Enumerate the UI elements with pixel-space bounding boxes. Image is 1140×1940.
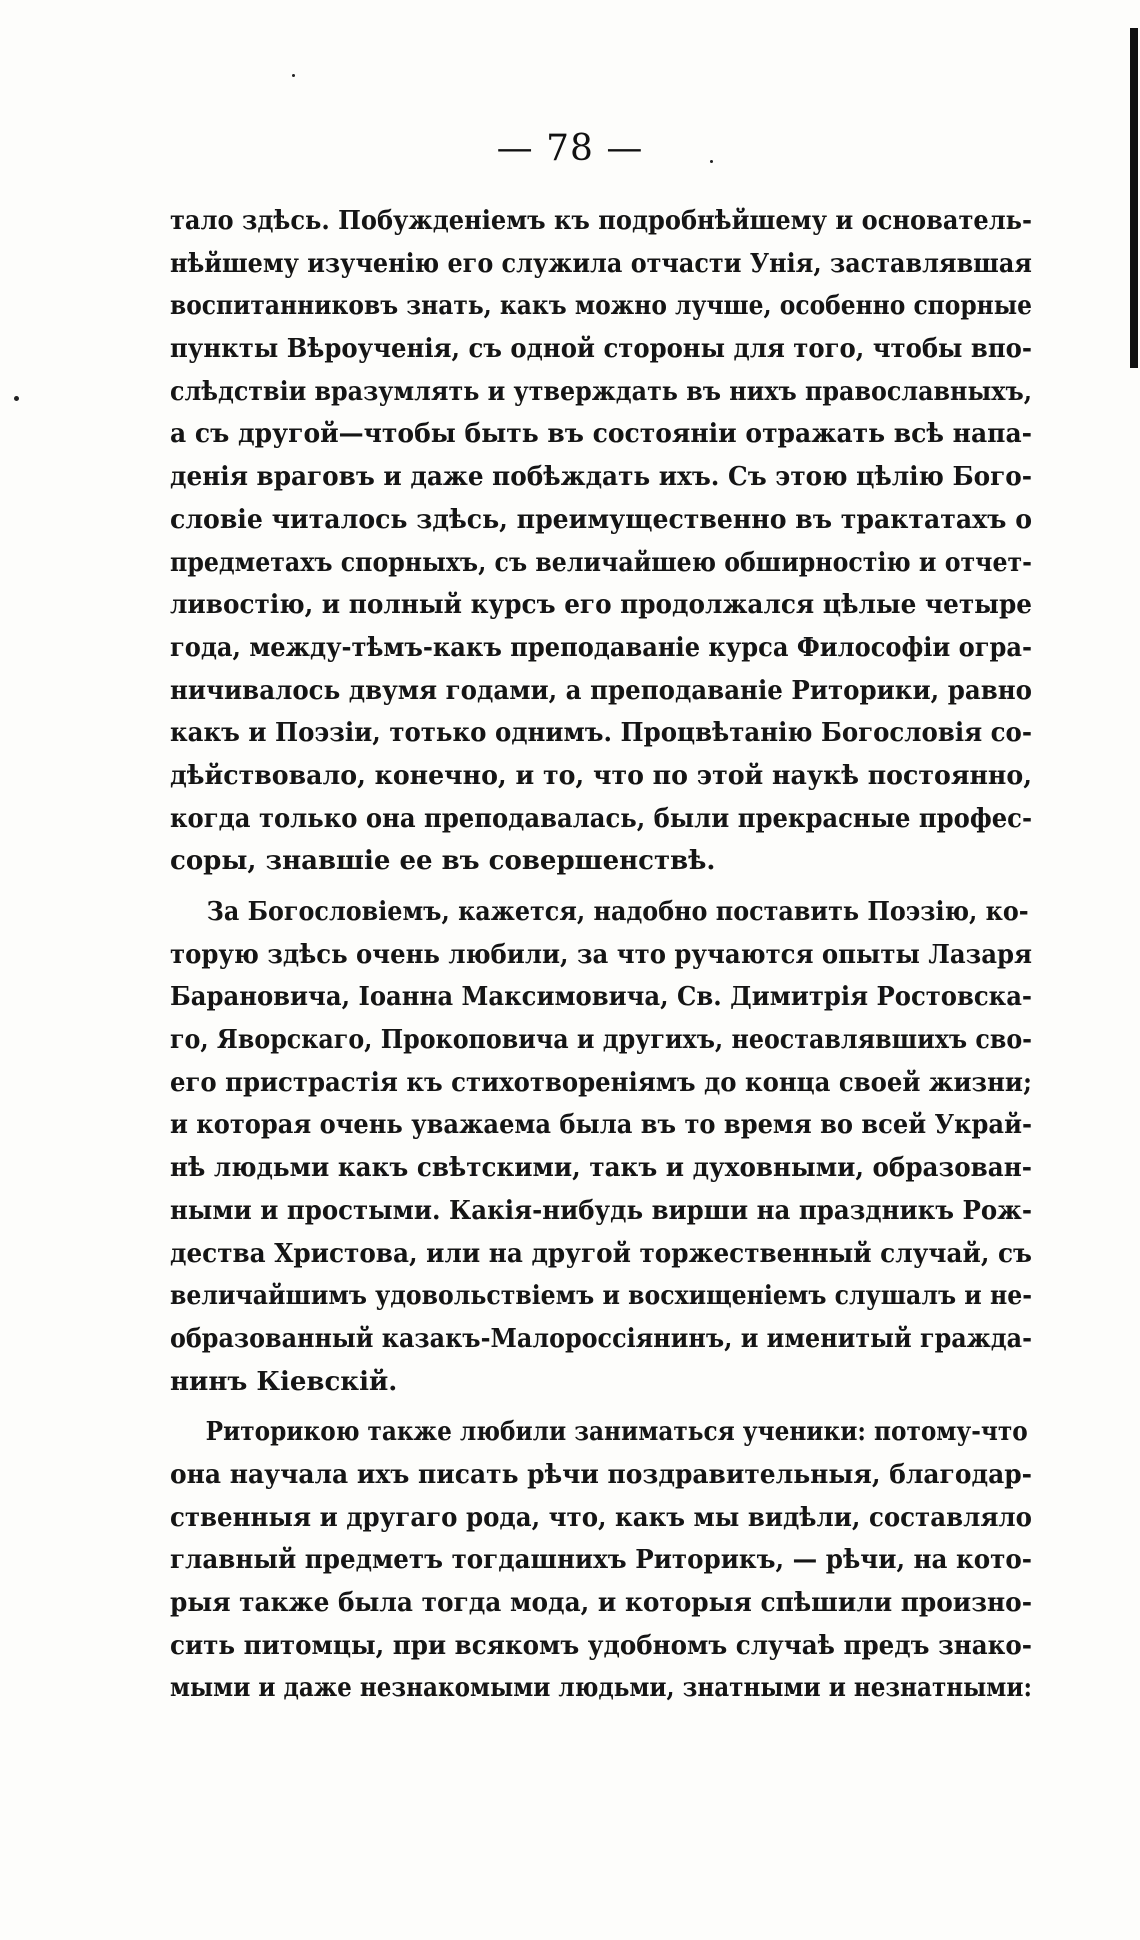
text-line: образованный казакъ-Малороссіянинъ, и именитый гражда-: [170, 1323, 1032, 1354]
text-line: дѣйствовало, конечно, и то, что по этой наукѣ постоянно,: [170, 760, 1032, 791]
ink-speck: [14, 396, 19, 401]
page-number: — 78 —: [496, 128, 644, 169]
text-line: денія враговъ и даже побѣждать ихъ. Съ этою цѣлію Бого-: [170, 462, 1033, 493]
text-line: нинъ Кіевскій.: [170, 1366, 398, 1397]
paragraph: [170, 1411, 1032, 1710]
text-line: и которая очень уважаема была въ то время во всей Украй-: [170, 1110, 1032, 1141]
text-line: предметахъ спорныхъ, съ величайшею обширностію и отчет-: [170, 547, 1033, 578]
text-line: За Богословіемъ, кажется, надобно поставить Поэзію, ко-: [206, 897, 1029, 927]
text-line: рыя также была тогда мода, и которыя спѣшили произно-: [170, 1588, 1033, 1618]
text-line: соры, знавшіе ее въ совершенствѣ.: [170, 846, 716, 877]
text-line: ными и простыми. Какія-нибудь вирши на праздникъ Рож-: [170, 1195, 1032, 1226]
text-line: главный предметъ тогдашнихъ Риторикъ, — рѣчи, на кото-: [170, 1545, 1032, 1576]
text-line: нѣ людьми какъ свѣтскими, такъ и духовными, образован-: [170, 1153, 1032, 1184]
text-line: Риторикою также любили заниматься ученики: потому-что: [205, 1417, 1028, 1448]
text-line: а съ другой—чтобы быть въ состояніи отражать всѣ напа-: [170, 419, 1033, 450]
text-line: его пристрастія къ стихотвореніямъ до конца своей жизни;: [170, 1067, 1032, 1098]
paragraph-gap: [170, 883, 1032, 891]
text-line: она научала ихъ писать рѣчи поздравительныя, благодар-: [170, 1459, 1033, 1490]
text-line: сить питомцы, при всякомъ удобномъ случаѣ предъ знако-: [170, 1630, 1033, 1661]
text-line: ничивалось двумя годами, а преподаваніе Риторики, равно: [170, 675, 1032, 706]
text-line: словіе читалось здѣсь, преимущественно въ трактатахъ о: [170, 504, 1033, 535]
text-line: пункты Вѣроученія, съ одной стороны для того, чтобы впо-: [170, 334, 1032, 365]
text-line: нѣйшему изученію его служила отчасти Унія, заставлявшая: [170, 248, 1032, 279]
page-edge-shadow: [1130, 28, 1138, 368]
paragraph: [170, 200, 1032, 883]
text-line: года, между-тѣмъ-какъ преподаваніе курса Философіи огра-: [170, 632, 1033, 663]
text-line: мыми и даже незнакомыми людьми, знатными и незнатными:: [170, 1673, 1032, 1704]
paragraph-gap: [170, 1403, 1032, 1411]
text-line: го, Яворскаго, Прокоповича и другихъ, неоставлявшихъ сво-: [170, 1025, 1033, 1056]
text-line: какъ и Поэзіи, тотько однимъ. Процвѣтанію Богословія со-: [170, 718, 1033, 749]
text-line: тало здѣсь. Побужденіемъ къ подробнѣйшему и основатель-: [170, 206, 1033, 236]
text-line: воспитанниковъ знать, какъ можно лучше, особенно спорные: [170, 291, 1033, 322]
text-line: дества Христова, или на другой торжественный случай, съ: [170, 1238, 1032, 1269]
paragraph: [170, 891, 1032, 1403]
text-line: величайшимъ удовольствіемъ и восхищеніемъ слушалъ и не-: [170, 1281, 1032, 1312]
text-line: ственныя и другаго рода, что, какъ мы видѣли, составляло: [170, 1502, 1032, 1533]
body-text: [170, 200, 1032, 1710]
text-line: Барановича, Іоанна Максимовича, Св. Димитрія Ростовска-: [170, 982, 1033, 1013]
text-line: торую здѣсь очень любили, за что ручаются опыты Лазаря: [170, 939, 1032, 970]
ink-speck: [292, 74, 295, 77]
text-line: слѣдствіи вразумлять и утверждать въ нихъ православныхъ,: [170, 376, 1032, 407]
text-line: когда только она преподавалась, были прекрасные профес-: [170, 803, 1033, 834]
text-line: ливостію, и полный курсъ его продолжался цѣлые четыре: [170, 590, 1032, 621]
